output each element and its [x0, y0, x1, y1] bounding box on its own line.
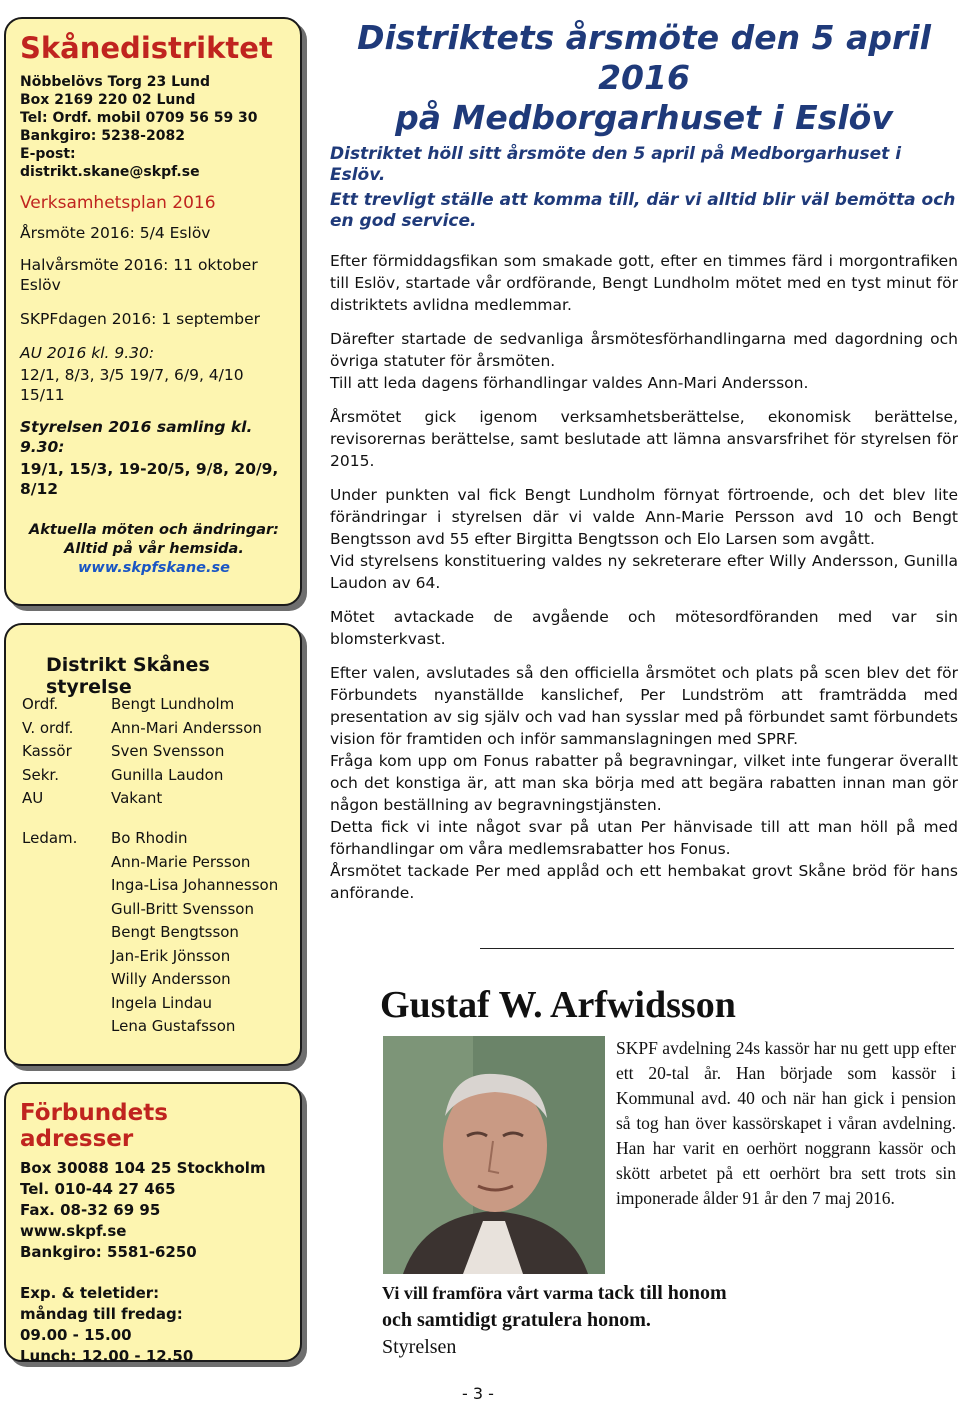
- tribute-text: SKPF avdelning 24s kassör har nu gett upp efter ett 20-tal år. Han började som kassör i Kommunal avd. 40 och när han gick i pension så tog han över kassörskapet i våran avdelning. Han har varit en oerhört noggrann kassör och skött arbetet på ett oerhört bra sett trots sin imponerade ålder 91 år den 7 maj 2016.: [616, 1038, 956, 1208]
- thanks-congrats: och samtidigt gratulera honom.: [382, 1309, 651, 1331]
- role-label: V. ordf.: [22, 718, 74, 737]
- portrait-photo: [383, 1036, 605, 1274]
- address-line: Nöbbelövs Torg 23 Lund: [20, 73, 210, 90]
- article-paragraph: Vid styrelsens konstituering valdes ny sekreterare efter Willy Andersson, Gunilla Laudon av 64.: [330, 552, 958, 592]
- federation-box: [4, 1082, 302, 1365]
- board-members: [111, 827, 278, 1039]
- member-name: Willy Andersson: [111, 970, 231, 988]
- role-label: Ordf.: [22, 695, 59, 713]
- federation-line: Bankgiro: 5581-6250: [20, 1243, 197, 1261]
- article-paragraph: Fråga kom upp om Fonus rabatter på begravningar, vilket inte fungerar överallt och det konstiga är, att man ska börja med att begära rabatten innan man gör någon beställning av begravningstjänsten.: [330, 752, 958, 814]
- article-paragraph: Efter förmiddagsfikan som smakade gott, efter en timmes färd i morgontrafiken till Eslöv, startade vår ordförande, Bengt Lundholm mötet med en tyst minut för distriktets avlidna medlemmar.: [330, 252, 958, 314]
- au-label: AU 2016 kl. 9.30:: [20, 343, 155, 362]
- article-paragraph: Årsmötet tackade Per med applåd och ett hembakat grovt Skåne bröd för hans anförande.: [330, 862, 958, 902]
- hours-line: 09.00 - 15.00: [20, 1326, 132, 1344]
- board-box: [4, 623, 302, 1066]
- members-label: Ledam.: [22, 829, 78, 847]
- role-label: Kassör: [22, 742, 72, 760]
- plan-heading: Verksamhetsplan 2016: [20, 192, 216, 213]
- federation-line: Fax. 08-32 69 95: [20, 1201, 161, 1219]
- article-paragraph: Detta fick vi inte något svar på utan Per hänvisade till att man höll på med förhandlingar om våra medlemsrabatter hos Fonus.: [330, 818, 958, 858]
- article-title-line: på Medborgarhuset i Eslöv: [395, 98, 893, 137]
- halvarsmote-date: Halvårsmöte 2016: 11 oktober Eslöv: [20, 255, 258, 294]
- article: [330, 18, 958, 904]
- member-name: Inga-Lisa Johannesson: [111, 876, 279, 894]
- hours-line: Exp. & teletider:: [20, 1284, 160, 1302]
- federation-hours: [20, 1283, 288, 1367]
- board-roles: [22, 693, 73, 811]
- section-divider: [480, 948, 954, 949]
- district-info-box: [4, 17, 302, 606]
- address-line: Tel: Ordf. mobil 0709 56 59 30: [20, 109, 258, 126]
- hours-line: Lunch: 12.00 - 12.50: [20, 1347, 194, 1365]
- aktuella-note: [20, 521, 288, 578]
- article-paragraph: Därefter startade de sedvanliga årsmötesförhandlingarna med dagordning och övriga statuter för årsmöten.: [330, 330, 958, 370]
- au-dates: 12/1, 8/3, 3/5 19/7, 6/9, 4/10 15/11: [20, 365, 244, 404]
- federation-line: Box 30088 104 25 Stockholm: [20, 1159, 266, 1177]
- article-paragraph: Årsmötet gick igenom verksamhetsberättelse, ekonomisk berättelse, revisorernas berättelse, samt beslutade att lämna ansvarsfrihet för styrelsen för 2015.: [330, 408, 958, 470]
- article-lede: Ett trevligt ställe att komma till, där vi alltid blir väl bemötta och en god service.: [330, 190, 956, 231]
- tribute-thanks: [382, 1280, 727, 1334]
- aktuella-line: Alltid på vår hemsida.: [64, 540, 244, 557]
- board-officer-names: [111, 693, 262, 811]
- officer-name: Gunilla Laudon: [111, 765, 224, 784]
- officer-name: Sven Svensson: [111, 742, 225, 760]
- member-name: Gull-Britt Svensson: [111, 899, 254, 918]
- thanks-text: Vi vill framföra vårt varma: [382, 1283, 598, 1303]
- address-line: Box 2169 220 02 Lund: [20, 91, 196, 108]
- federation-title: Förbundets adresser: [20, 1100, 168, 1152]
- officer-name: Ann-Mari Andersson: [111, 718, 262, 737]
- article-lede: Distriktet höll sitt årsmöte den 5 april på Medborgarhuset i Eslöv.: [330, 144, 902, 185]
- district-email[interactable]: distrikt.skane@skpf.se: [20, 163, 200, 180]
- styrelsen-dates: 19/1, 15/3, 19-20/5, 9/8, 20/9, 8/12: [20, 459, 279, 498]
- article-title-line: Distriktets årsmöte den 5 april 2016: [357, 18, 931, 97]
- officer-name: Bengt Lundholm: [111, 695, 235, 713]
- member-name: Bo Rhodin: [111, 829, 188, 847]
- aktuella-line: Aktuella möten och ändringar:: [29, 521, 279, 538]
- role-label: Sekr.: [22, 765, 59, 784]
- district-address: [20, 73, 288, 181]
- portrait-image: [383, 1036, 605, 1274]
- article-paragraph: Till att leda dagens förhandlingar valdes Ann-Mari Andersson.: [330, 374, 809, 392]
- skpfdagen-date: SKPFdagen 2016: 1 september: [20, 309, 261, 328]
- arsmote-date: Årsmöte 2016: 5/4 Eslöv: [20, 223, 211, 242]
- member-name: Jan-Erik Jönsson: [111, 946, 231, 965]
- district-title: Skånedistriktet: [20, 31, 273, 65]
- article-body: [330, 250, 958, 904]
- federation-website[interactable]: www.skpf.se: [20, 1222, 127, 1240]
- article-paragraph: Efter valen, avslutades så den officiella årsmötet och plats på scen blev det för Förbundets nyanställde kanslichef, Per Lundström att framträdda med presentation av sig själv och vad han sysslar med på förbundet samt förbundets vision för framtiden och inför sammanslagningen med SPRF.: [330, 664, 958, 748]
- address-line: E-post:: [20, 145, 76, 162]
- signature: Styrelsen: [382, 1336, 457, 1358]
- page-number: - 3 -: [462, 1384, 494, 1403]
- federation-info: [20, 1158, 288, 1263]
- website-link[interactable]: www.skpfskane.se: [78, 559, 230, 576]
- styrelsen-label: Styrelsen 2016 samling kl. 9.30:: [20, 417, 253, 456]
- member-name: Bengt Bengtsson: [111, 923, 239, 941]
- role-label: AU: [22, 789, 44, 807]
- article-paragraph: Mötet avtackade de avgående och mötesordföranden med var sin blomsterkvast.: [330, 608, 958, 648]
- federation-line: Tel. 010-44 27 465: [20, 1180, 176, 1198]
- board-title: Distrikt Skånes styrelse: [46, 654, 210, 698]
- article-title: [330, 18, 958, 138]
- hours-line: måndag till fredag:: [20, 1305, 183, 1323]
- member-name: Ingela Lindau: [111, 993, 213, 1012]
- article-paragraph: Under punkten val fick Bengt Lundholm förnyat förtroende, och det blev lite förändringar i styrelsen där vi valde Ann-Marie Persson avd 10 och Bengt Bengtsson avd 55 efter Birgitta Bengtsson och Elo Larsen som avgått.: [330, 486, 958, 548]
- address-line: Bankgiro: 5238-2082: [20, 127, 185, 144]
- thanks-emphasis: tack till honom: [597, 1282, 727, 1304]
- member-name: Ann-Marie Persson: [111, 852, 251, 871]
- member-name: Lena Gustafsson: [111, 1017, 236, 1035]
- tribute-name: Gustaf W. Arfwidsson: [380, 984, 736, 1026]
- officer-name: Vakant: [111, 789, 163, 807]
